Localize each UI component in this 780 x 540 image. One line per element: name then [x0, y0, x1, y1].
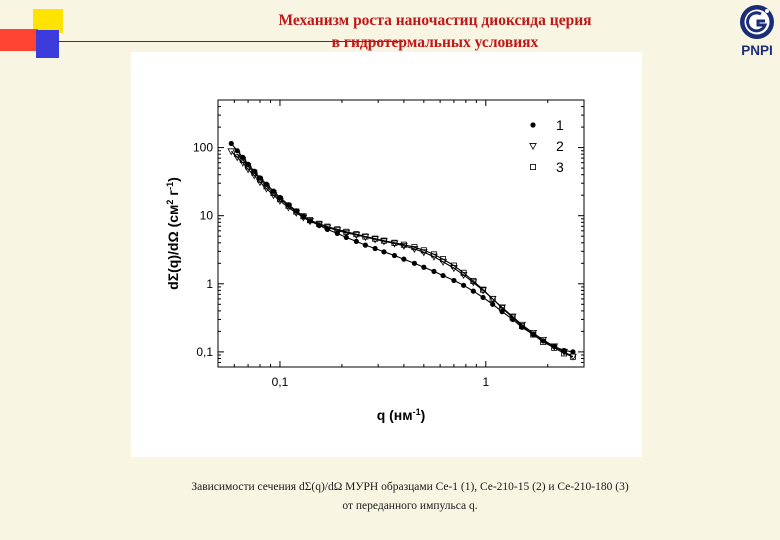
slide-title: [190, 10, 680, 54]
axis-ticks: [193, 100, 584, 389]
legend-marker-2: [530, 143, 536, 149]
plot-panel: [131, 52, 642, 457]
legend-marker-1: [530, 122, 535, 127]
y-tick-label: 1: [206, 276, 213, 291]
decor-blue-square: [36, 30, 59, 58]
y-axis-label: [165, 177, 181, 290]
data-point-series-1: [431, 269, 436, 274]
y-tick-label: 100: [192, 140, 213, 155]
x-axis-label-sup: -1: [412, 407, 421, 417]
data-point-series-1: [381, 249, 386, 254]
logo-text: PNPI: [741, 43, 773, 58]
y-axis-label-mid: г: [165, 189, 181, 200]
data-point-series-1: [421, 265, 426, 270]
y-axis-label-sup2: -1: [165, 181, 175, 190]
data-points: [228, 141, 576, 360]
caption-line1: Зависимости сечения dΣ(q)/dΩ МУРН образцами Ce-1 (1), Ce-210-15 (2) и Ce-210-180 (3): [191, 481, 629, 493]
x-tick-label: 0,1: [271, 375, 289, 389]
x-axis-label: [377, 407, 426, 423]
y-axis-label-text: dΣ(q)/dΩ (см: [165, 204, 181, 290]
data-point-series-1: [363, 243, 368, 248]
slide-title-line1: Механизм роста наночастиц диоксида церия: [278, 12, 592, 29]
data-point-series-1: [277, 195, 282, 200]
data-point-series-1: [229, 141, 234, 146]
y-axis-label-close: ): [165, 177, 181, 182]
data-point-series-1: [451, 278, 456, 283]
legend: [530, 117, 564, 175]
data-point-series-1: [392, 253, 397, 258]
figure-caption: [110, 478, 710, 516]
data-point-series-1: [245, 162, 250, 167]
decor-red-bar: [0, 29, 38, 51]
data-point-series-1: [461, 283, 466, 288]
data-point-series-1: [235, 148, 240, 153]
y-tick-label: 0,1: [196, 344, 213, 359]
plot-frame: [218, 100, 584, 367]
data-point-series-1: [412, 261, 417, 266]
data-point-series-1: [373, 246, 378, 251]
pnpi-logo: [734, 2, 780, 62]
slide-title-line2: в гидротермальных условиях: [331, 34, 539, 51]
legend-marker-3: [530, 164, 535, 169]
data-point-series-1: [401, 257, 406, 262]
pnpi-emblem-icon: [734, 2, 780, 44]
saxs-chart: [131, 52, 642, 457]
data-point-series-1: [471, 289, 476, 294]
caption-line2: от переданного импульса q.: [342, 500, 478, 512]
legend-label-2: 2: [556, 138, 564, 154]
data-point-series-1: [480, 295, 485, 300]
data-point-series-1: [440, 273, 445, 278]
legend-label-1: 1: [556, 117, 564, 133]
x-tick-label: 1: [482, 375, 490, 389]
y-tick-label: 10: [199, 208, 213, 223]
y-axis-label-sup1: 2: [165, 199, 175, 205]
x-axis-label-close: ): [420, 407, 426, 423]
x-axis-label-text: q (нм: [376, 407, 413, 423]
legend-label-3: 3: [556, 159, 564, 175]
data-point-series-1: [354, 239, 359, 244]
